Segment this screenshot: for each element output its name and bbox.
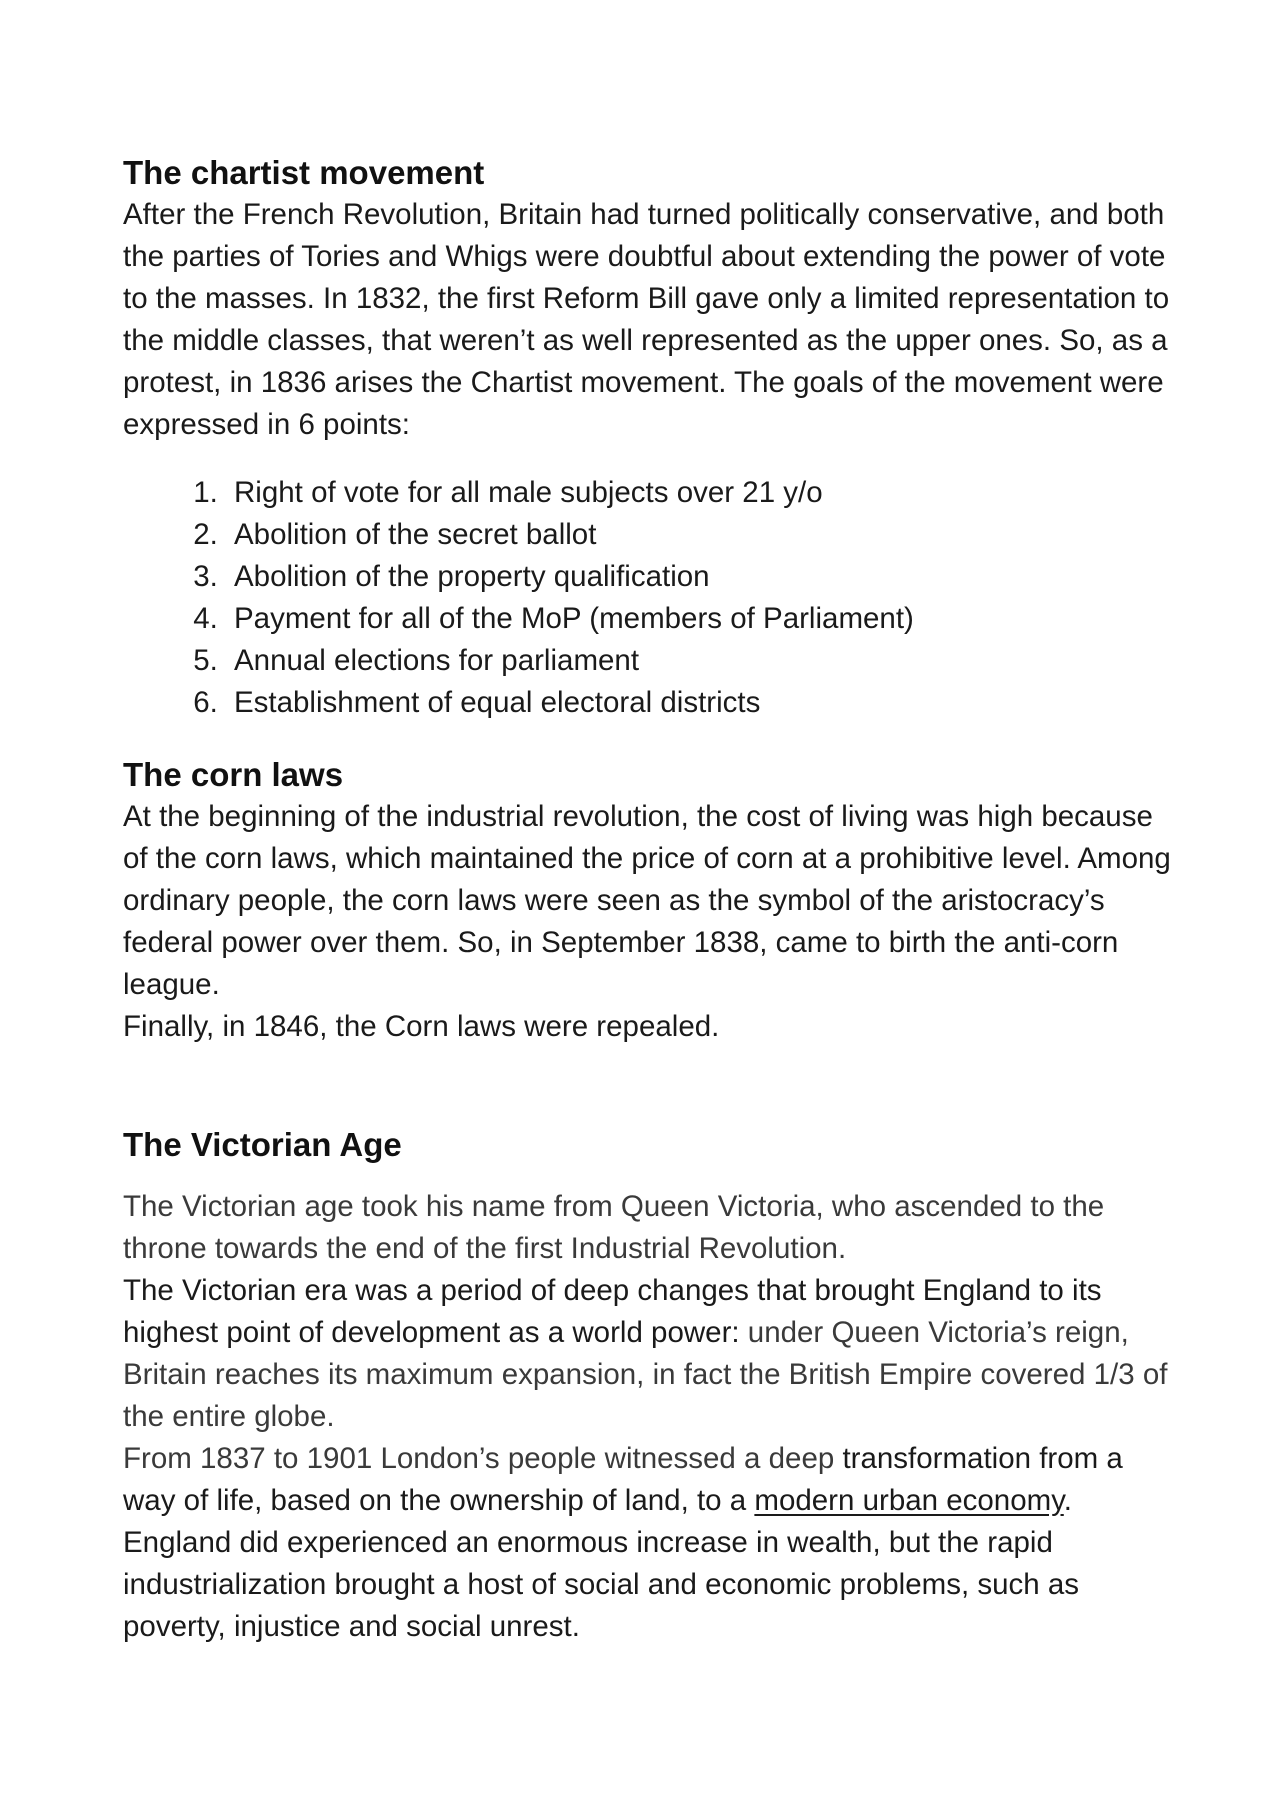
victorian-p2-continuation: under Queen Victoria’s reign, Britain reaches its maximum expansion, in fact the British Empire covered 1/3 of the entire globe. xyxy=(123,1316,1168,1433)
list-item: 3. Abolition of the property qualification xyxy=(226,556,1183,598)
victorian-paragraph-1: The Victorian age took his name from Queen Victoria, who ascended to the throne towards the end of the first Industrial Revolution. xyxy=(123,1190,1105,1265)
section-victorian-age xyxy=(123,1124,1183,1648)
victorian-p3-end: . England did experienced an enormous increase in wealth, but the rapid industrialization brought a host of social and economic problems, such as poverty, injustice and social unrest. xyxy=(123,1484,1079,1643)
corn-laws-repeal-line: Finally, in 1846, the Corn laws were repealed. xyxy=(123,1010,720,1043)
section-chartist-movement xyxy=(123,152,1183,724)
list-item: 2. Abolition of the secret ballot xyxy=(226,514,1183,556)
list-item: 5. Annual elections for parliament xyxy=(226,640,1183,682)
underlined-phrase: modern urban economy xyxy=(754,1484,1064,1517)
victorian-paragraph-3 xyxy=(123,1438,1183,1648)
heading-chartist-movement: The chartist movement xyxy=(123,154,485,191)
victorian-p3-continuation: transformation from a way of life, based on the ownership of land, to a xyxy=(123,1442,1123,1517)
victorian-paragraph-2 xyxy=(123,1270,1183,1438)
heading-corn-laws: The corn laws xyxy=(123,756,344,793)
victorian-p2-text: The Victorian era was a period of deep changes that brought England to its highest point of development as a world power: xyxy=(123,1274,1102,1349)
heading-victorian-age: The Victorian Age xyxy=(123,1126,402,1163)
chartist-paragraph: After the French Revolution, Britain had turned politically conservative, and both the parties of Tories and Whigs were doubtful about extending the power of vote to the masses. In 1832, the first Reform Bill gave only a limited representation to the middle classes, that weren’t as well represented as the upper ones. So, as a protest, in 1836 arises the Chartist movement. The goals of the movement were expressed in 6 points: xyxy=(123,198,1170,441)
list-item: 6. Establishment of equal electoral districts xyxy=(226,682,1183,724)
list-item: 4. Payment for all of the MoP (members of Parliament) xyxy=(226,598,1183,640)
section-corn-laws xyxy=(123,754,1183,1048)
chartist-points-list xyxy=(123,472,1183,724)
list-item: 1. Right of vote for all male subjects over 21 y/o xyxy=(226,472,1183,514)
document-page xyxy=(123,152,1183,1648)
corn-laws-paragraph: At the beginning of the industrial revolution, the cost of living was high because of the corn laws, which maintained the price of corn at a prohibitive level. Among ordinary people, the corn laws were seen as the symbol of the aristocracy’s federal power over them. So, in September 1838, came to birth the anti-corn league. xyxy=(123,800,1171,1001)
victorian-p3-text: From 1837 to 1901 London’s people witnessed a deep xyxy=(123,1442,843,1475)
